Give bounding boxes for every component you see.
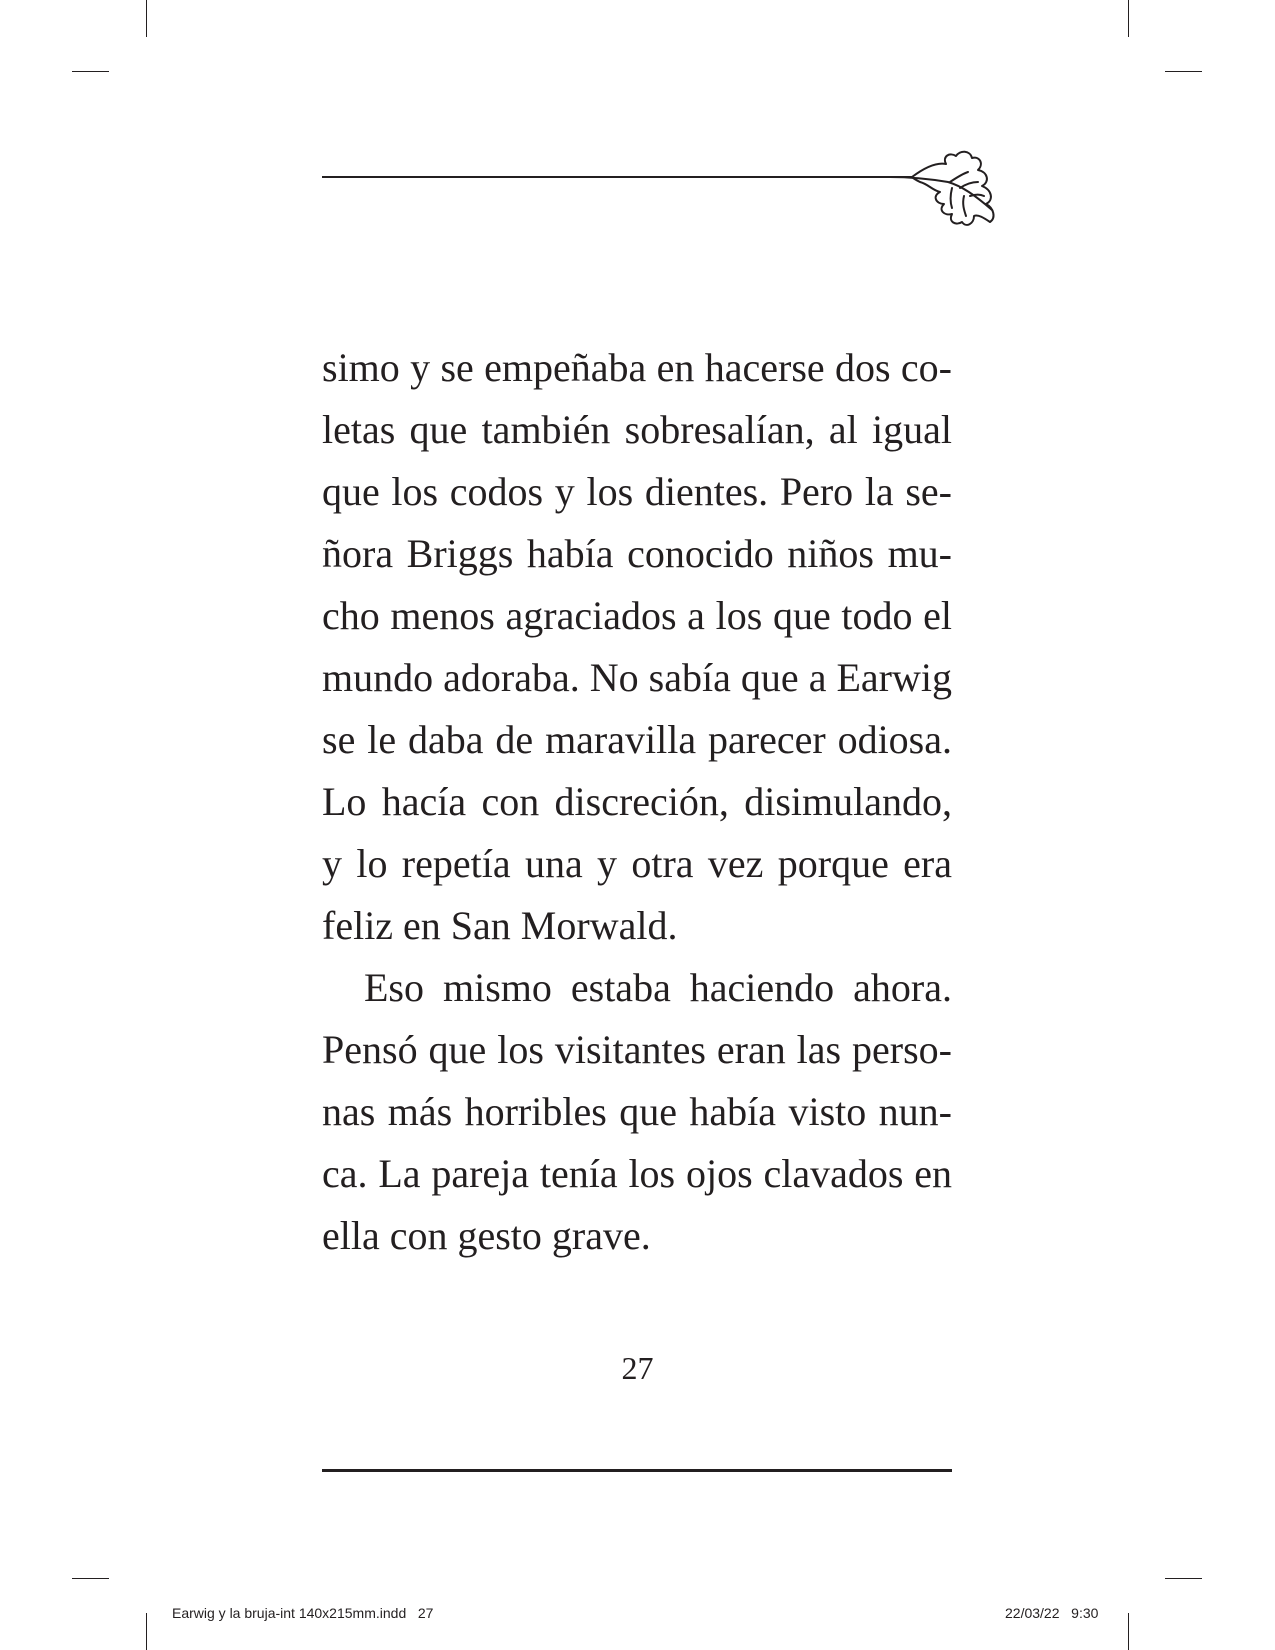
slug-timestamp: 22/03/22 9:30 [1005,1605,1099,1621]
text-line: Eso mismo estaba haciendo ahora. [364,965,952,1010]
crop-mark-left-upper [72,71,109,72]
slug-file-info: Earwig y la bruja-int 140x215mm.indd 27 [172,1605,434,1621]
crop-mark-left-lower [72,1578,109,1579]
text-line: nas más horribles que había visto nun- [322,1089,952,1134]
text-line: Lo hacía con discreción, disimulando, [322,779,952,824]
text-line: letas que también sobresalían, al igual [322,407,952,452]
paragraph-1 [322,337,952,957]
text-line: mundo adoraba. No sabía que a Earwig [322,655,952,700]
body-text [322,337,952,1267]
text-line: Pensó que los visitantes eran las perso- [322,1027,952,1072]
footer-rule [322,1469,952,1472]
crop-mark-top-left [146,0,147,37]
text-line: se le daba de maravilla parecer odiosa. [322,717,952,762]
paragraph-2 [322,957,952,1267]
leaf-icon [890,148,1000,228]
text-line: ella con gesto grave. [322,1213,651,1258]
header-rule [322,176,912,178]
text-line: ca. La pareja tenía los ojos clavados en [322,1151,952,1196]
text-line: cho menos agraciados a los que todo el [322,593,952,638]
page-number: 27 [621,1350,654,1386]
text-line: y lo repetía una y otra vez porque era [322,841,952,886]
text-line: feliz en San Morwald. [322,903,678,948]
text-line: ñora Briggs había conocido niños mu- [322,531,952,576]
crop-mark-top-right [1128,0,1129,37]
crop-mark-right-lower [1165,1578,1202,1579]
crop-mark-right-upper [1165,71,1202,72]
text-line: que los codos y los dientes. Pero la se- [322,469,952,514]
crop-mark-bottom-right [1128,1613,1129,1650]
crop-mark-bottom-left [146,1613,147,1650]
text-line: simo y se empeñaba en hacerse dos co- [322,345,952,390]
